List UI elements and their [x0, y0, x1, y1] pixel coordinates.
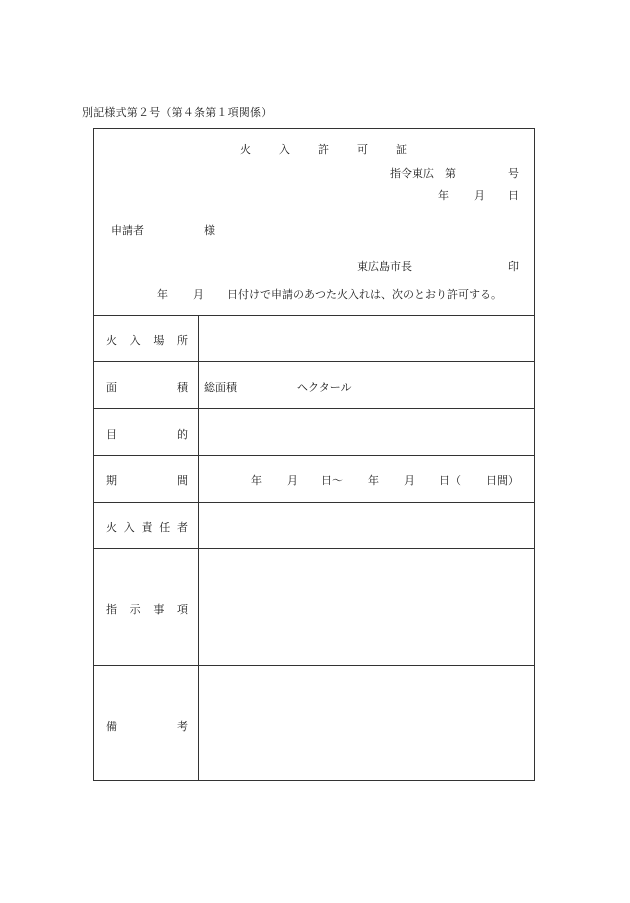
- area-prefix: 総面積: [204, 381, 237, 394]
- label-fire-place: 火 入 場 所: [106, 334, 188, 347]
- period-end-day: 日（: [439, 474, 461, 487]
- date-month: 月: [474, 189, 485, 202]
- label-fire-manager: 火 入 責 任 者: [106, 521, 188, 534]
- date-year: 年: [438, 189, 449, 202]
- period-days: 日間）: [486, 474, 519, 487]
- divider: [94, 408, 534, 409]
- permit-form: [93, 128, 535, 781]
- date-day: 日: [508, 189, 519, 202]
- period-start-day: 日〜: [321, 474, 343, 487]
- divider: [94, 502, 534, 503]
- divider: [94, 548, 534, 549]
- label-area: 面 積: [106, 381, 188, 394]
- period-start-year: 年: [251, 474, 262, 487]
- permit-number-prefix: 指令東広 第: [390, 167, 456, 180]
- area-unit: ヘクタール: [297, 381, 352, 394]
- form-caption: 別記様式第２号（第４条第１項関係）: [82, 106, 273, 119]
- label-period: 期 間: [106, 474, 188, 487]
- issuer: 東広島市長: [357, 260, 412, 273]
- label-instructions: 指 示 事 項: [106, 603, 188, 616]
- divider: [94, 361, 534, 362]
- divider: [94, 315, 534, 316]
- period-end-month: 月: [404, 474, 415, 487]
- permit-number-suffix: 号: [508, 167, 519, 180]
- divider: [94, 455, 534, 456]
- divider: [94, 665, 534, 666]
- applicant-honorific: 様: [204, 224, 215, 237]
- period-start-month: 月: [287, 474, 298, 487]
- statement-month: 月: [193, 288, 204, 301]
- statement-text: 日付けで申請のあつた火入れは、次のとおり許可する。: [227, 288, 502, 301]
- period-end-year: 年: [368, 474, 379, 487]
- statement-year: 年: [157, 288, 168, 301]
- applicant-label: 申請者: [111, 224, 144, 237]
- form-title: 火 入 許 可 証: [240, 143, 407, 156]
- seal-mark: 印: [508, 260, 519, 273]
- label-remarks: 備 考: [106, 720, 188, 733]
- label-purpose: 目 的: [106, 428, 188, 441]
